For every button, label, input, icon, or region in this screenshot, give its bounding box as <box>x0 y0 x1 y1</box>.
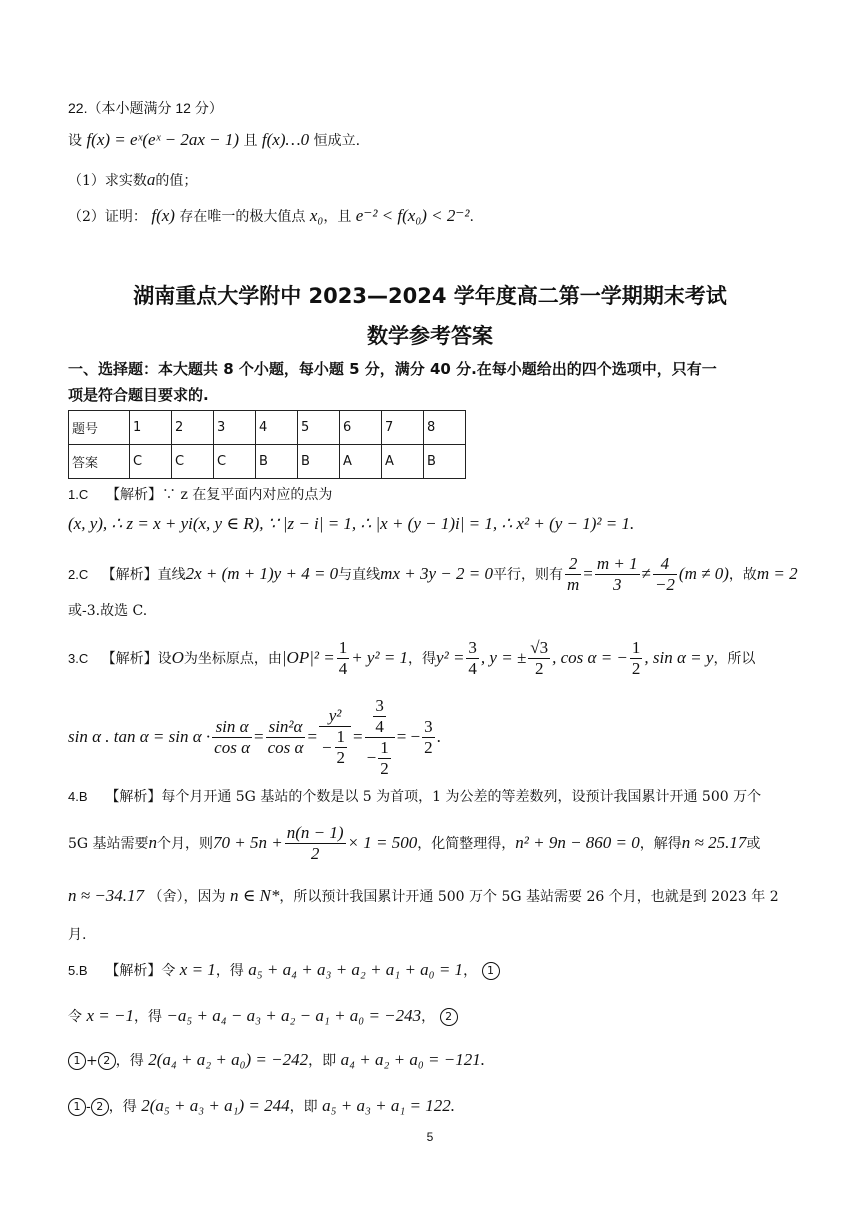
numerator: n(n − 1) <box>286 822 344 842</box>
text: （2）证明： <box>68 209 147 225</box>
condition: (m ≠ 0) <box>678 564 729 583</box>
text: 存在唯一的极大值点 <box>179 209 306 225</box>
text: ，故 <box>728 567 757 583</box>
solution-label: 4.B <box>68 789 88 804</box>
numerator: 2 <box>565 554 581 575</box>
fraction <box>595 554 640 595</box>
numerator: sin α <box>212 717 252 738</box>
text: 的值； <box>155 173 198 189</box>
numerator: 3 <box>424 716 433 736</box>
text: ， <box>463 963 478 979</box>
minus-sign: − <box>366 748 377 767</box>
table-cell: 1 <box>130 411 172 445</box>
question-22-header: 22.（本小题满分 12 分） <box>68 100 223 116</box>
expression: , y = ± <box>480 648 527 667</box>
analysis-tag: 【解析】 <box>101 567 158 583</box>
minus-sign: − <box>321 737 333 757</box>
table-cell: C <box>172 445 214 479</box>
denominator: 4 <box>375 716 384 736</box>
table-cell: 3 <box>214 411 256 445</box>
numerator <box>365 696 395 738</box>
denominator: 2 <box>336 748 346 767</box>
text: ，且 <box>323 209 352 225</box>
expression: sin α . tan α = sin α · <box>68 727 211 746</box>
text: ，所以 <box>713 651 756 667</box>
text: 平行，则有 <box>492 567 563 583</box>
denominator: 3 <box>612 574 622 594</box>
denominator <box>365 738 395 779</box>
solution-label: 5.B <box>68 963 88 978</box>
equation: m = 2 <box>756 564 798 583</box>
operator: = <box>307 727 318 746</box>
text: ，化简整理得， <box>417 836 516 852</box>
operator: - <box>86 1099 91 1115</box>
numerator: m + 1 <box>596 553 638 573</box>
expression: x = 1 <box>179 960 216 979</box>
text: ，所以预计我国累计开通 500 万个 5G 基站需要 26 个月，也就是到 2023 年 2 <box>279 889 779 905</box>
table-cell: B <box>424 445 466 479</box>
expression: |OP|² = <box>281 648 335 667</box>
page-number: 5 <box>426 1130 434 1144</box>
denominator: 4 <box>338 658 348 678</box>
expression: , sin α = y <box>644 648 714 667</box>
analysis-tag: 【解析】 <box>106 487 163 503</box>
numerator: 1 <box>338 637 348 657</box>
table-cell: A <box>382 445 424 479</box>
answer-key-title: 数学参考答案 <box>367 324 493 348</box>
inequality: e⁻² < f(x₀) < 2⁻² <box>355 206 470 225</box>
table-cell: 6 <box>340 411 382 445</box>
solution-2 <box>68 552 798 596</box>
table-cell: 2 <box>172 411 214 445</box>
denominator: m <box>566 574 580 594</box>
function-definition: f(x) = eˣ(eˣ − 2ax − 1) <box>86 130 240 149</box>
operator: = − <box>396 727 421 746</box>
expression: , cos α = − <box>552 648 628 667</box>
question-22-part2 <box>68 206 474 226</box>
operator: = <box>254 727 264 746</box>
fraction <box>212 717 252 758</box>
text: ，解得 <box>639 836 682 852</box>
numerator: √3 <box>530 637 549 657</box>
solution-3-line2 <box>68 694 441 780</box>
expression: + y² = 1 <box>351 648 409 667</box>
table-cell: 答案 <box>69 445 130 479</box>
analysis-tag: 【解析】 <box>105 963 162 979</box>
text: ，得 <box>215 963 244 979</box>
circled-number-2: 2 <box>98 1052 116 1070</box>
text: 设 <box>68 133 82 149</box>
expression: n ≈ 25.17 <box>681 833 747 852</box>
variable: O <box>171 648 184 667</box>
text: 令 <box>161 963 176 979</box>
numerator: y² <box>319 706 351 727</box>
fraction <box>285 823 346 864</box>
equation: mx + 3y − 2 = 0 <box>380 564 493 583</box>
table-cell: 8 <box>424 411 466 445</box>
table-cell: 题号 <box>69 411 130 445</box>
text: . <box>469 209 474 225</box>
exam-title: 湖南重点大学附中 2023—2024 学年度高二第一学期期末考试 <box>133 284 727 308</box>
question-22-part1 <box>68 170 197 190</box>
text: ，得 <box>133 1009 162 1025</box>
equation: 2(a₄ + a₂ + a₀) = −242 <box>148 1050 309 1069</box>
fraction <box>422 717 435 758</box>
text: ，得 <box>115 1053 144 1069</box>
text: 5G 基站需要 <box>68 836 149 852</box>
section-1-instructions: 一、选择题：本大题共 8 个小题，每小题 5 分，满分 40 分.在每小题给出的四个选项中，只有一 <box>68 360 717 378</box>
solution-2-line2: 或-3.故选 C. <box>68 603 148 619</box>
fraction <box>653 554 677 595</box>
expression: n ∈ N* <box>229 886 280 905</box>
analysis-tag: 【解析】 <box>101 651 158 667</box>
solution-label: 1.C <box>68 487 89 502</box>
expression: x = −1 <box>86 1006 134 1025</box>
numerator: 4 <box>653 554 677 575</box>
text: ∵ z 在复平面内对应的点为 <box>162 487 333 503</box>
function: f(x) <box>151 206 175 225</box>
numerator: 3 <box>375 695 384 715</box>
denominator: −2 <box>654 574 675 594</box>
text: 与直线 <box>338 567 381 583</box>
circled-number-1: 1 <box>68 1098 86 1116</box>
denominator: cos α <box>267 737 304 757</box>
table-row <box>69 411 466 445</box>
equation: n² + 9n − 860 = 0 <box>515 833 640 852</box>
numerator: 1 <box>631 637 641 657</box>
text: 每个月开通 5G 基站的个数是以 5 为首项，1 为公差的等差数列，设预计我国累计开通 500 万个 <box>161 789 762 805</box>
table-cell: 5 <box>298 411 340 445</box>
text: （1）求实数 <box>68 173 147 189</box>
table-cell: C <box>130 445 172 479</box>
solution-1 <box>68 484 332 504</box>
denominator: 2 <box>424 737 433 757</box>
solution-1-math: (x, y), ∴ z = x + yi(x, y ∈ R), ∵ |z − i| = 1, ∴ |x + (y − 1)i| = 1, ∴ x² + (y − 1)² = 1. <box>68 514 635 533</box>
solution-label: 3.C <box>68 650 89 666</box>
fraction <box>565 554 581 595</box>
solution-5-line3 <box>68 1050 485 1070</box>
equation: a₅ + a₃ + a₁ = 122. <box>322 1096 456 1115</box>
circled-number-1: 1 <box>68 1052 86 1070</box>
solution-4-line3 <box>68 886 779 906</box>
expression: × 1 = 500 <box>347 833 418 852</box>
text: 直线 <box>157 567 186 583</box>
solution-5-line4 <box>68 1096 455 1116</box>
fraction <box>365 696 395 779</box>
circled-number-2: 2 <box>91 1098 109 1116</box>
solution-3 <box>68 636 755 680</box>
question-22-statement <box>68 130 360 150</box>
fraction <box>335 727 348 768</box>
text: ，得 <box>408 651 437 667</box>
fraction <box>266 717 306 758</box>
section-1-instructions-cont: 项是符合题目要求的. <box>68 386 209 404</box>
equation: a₅ + a₄ + a₃ + a₂ + a₁ + a₀ = 1 <box>248 960 464 979</box>
solution-4-line4: 月. <box>68 927 87 943</box>
fraction <box>466 638 479 679</box>
fraction <box>630 638 643 679</box>
denominator: cos α <box>214 737 250 757</box>
numerator: 3 <box>468 637 477 657</box>
variable: x₀ <box>309 206 324 225</box>
operator: = <box>583 564 593 583</box>
text: 令 <box>68 1009 82 1025</box>
text: 设 <box>157 651 172 667</box>
table-row <box>69 445 466 479</box>
solution-4 <box>68 786 761 806</box>
fraction <box>373 696 386 737</box>
expression: 70 + 5n + <box>213 833 283 852</box>
fraction <box>337 638 350 679</box>
numerator: sin²α <box>266 717 306 738</box>
text: ，得 <box>108 1099 137 1115</box>
circled-number-1: 1 <box>482 962 500 980</box>
numerator: 1 <box>380 737 389 757</box>
equation: a₄ + a₂ + a₀ = −121. <box>340 1050 485 1069</box>
table-cell: 4 <box>256 411 298 445</box>
solution-5-line2 <box>68 1006 458 1026</box>
solution-label: 2.C <box>68 566 89 582</box>
table-cell: B <box>256 445 298 479</box>
denominator: 2 <box>534 658 544 678</box>
text: ，即 <box>289 1099 318 1115</box>
table-cell: C <box>214 445 256 479</box>
circled-number-2: 2 <box>440 1008 458 1026</box>
numerator: 1 <box>336 727 346 746</box>
operator: = <box>353 727 363 746</box>
text: 且 <box>243 133 258 149</box>
equation: −a₅ + a₄ − a₃ + a₂ − a₁ + a₀ = −243 <box>166 1006 422 1025</box>
operator: + <box>86 1053 98 1069</box>
variable: n <box>148 833 158 852</box>
table-cell: 7 <box>382 411 424 445</box>
table-cell: B <box>298 445 340 479</box>
answer-table <box>68 410 466 479</box>
equation: 2(a₅ + a₃ + a₁) = 244 <box>141 1096 290 1115</box>
denominator: 4 <box>468 658 477 678</box>
denominator: 2 <box>380 758 389 778</box>
fraction <box>319 706 351 768</box>
expression: y² = <box>436 648 465 667</box>
fraction <box>528 638 550 679</box>
text: ， <box>421 1009 436 1025</box>
solution-4-line2 <box>68 818 760 868</box>
equation: 2x + (m + 1)y + 4 = 0 <box>185 564 339 583</box>
denominator <box>319 727 351 768</box>
table-cell: A <box>340 445 382 479</box>
operator: ≠ <box>641 564 651 583</box>
text: 或 <box>746 836 761 852</box>
text: . <box>436 727 441 746</box>
text: 为坐标原点，由 <box>183 651 282 667</box>
denominator: 2 <box>631 658 641 678</box>
text: 个月，则 <box>157 836 214 852</box>
solution-5 <box>68 960 500 980</box>
variable: a <box>146 170 156 189</box>
analysis-tag: 【解析】 <box>105 789 162 805</box>
text: ，即 <box>308 1053 337 1069</box>
condition: f(x)…0 <box>261 130 310 149</box>
text: （舍），因为 <box>148 889 226 905</box>
denominator: 2 <box>310 843 320 863</box>
fraction <box>378 738 391 779</box>
text: 恒成立. <box>313 133 361 149</box>
expression: n ≈ −34.17 <box>68 886 145 905</box>
